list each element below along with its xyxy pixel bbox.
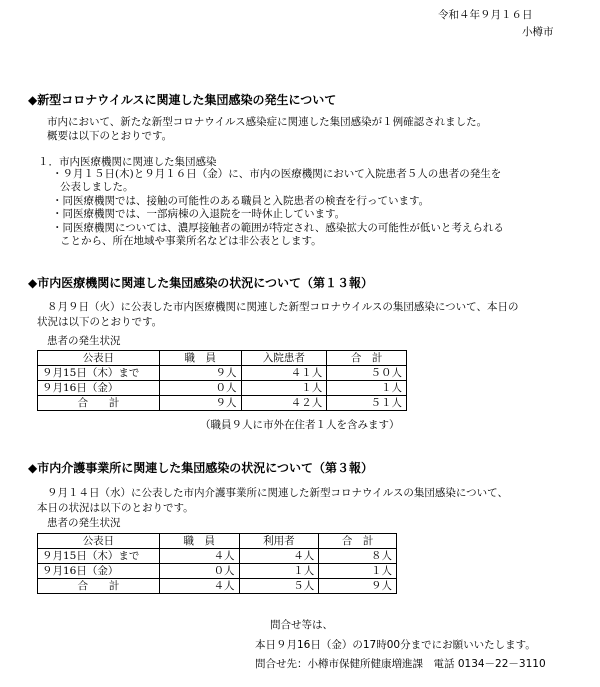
section3-heading: ◆市内介護事業所に関連した集団感染の状況について（第３報） [28,461,373,475]
table-cell: １人 [319,564,397,579]
section2-intro-line2: 状況は以下のとおりです。 [37,316,163,328]
table-header-row [38,534,397,549]
contact-details: 問合せ先：小樽市保健所健康増進課 電話 0134－22－3110 [255,658,546,670]
column-header: 職 員 [159,534,239,549]
section1-intro-line1: 市内において、新たな新型コロナウイルス感染症に関連した集団感染が１例確認されました。 [47,116,488,128]
section2-intro-line1: ８月９日（火）に公表した市内医療機関に関連した新型コロナウイルスの集団感染について、本日の [47,301,519,313]
section1-bullet-1-cont: 公表しました。 [60,181,134,193]
table-row [38,564,397,579]
section1-bullet-1: ・９月１５日(木)と９月１６日（金）に、市内の医療機関において入院患者５人の患者の発生を [52,168,502,180]
section1-bullet-3: ・同医療機関では、一部病棟の入退院を一時休止しています。 [52,208,346,220]
table-cell: ９人 [159,366,241,381]
table-cell: ４人 [159,579,239,594]
table-total-row [38,579,397,594]
section1-intro-line2: 概要は以下のとおりです。 [47,130,173,142]
section1-bullet-2: ・同医療機関では、接触の可能性のある職員と入院患者の検査を行っています。 [52,195,430,207]
table-cell: ５１人 [327,396,407,411]
section3-table [37,533,397,594]
table-cell: 合 計 [38,579,160,594]
section3-intro-line2: 本日の状況は以下のとおりです。 [37,502,194,514]
table-cell: ５０人 [327,366,407,381]
column-header: 合 計 [327,351,407,366]
contact-deadline: 本日９月16日（金）の17時00分までにお願いいたします。 [255,639,536,651]
issue-date: 令和４年９月１６日 [438,9,533,21]
column-header: 入院患者 [241,351,327,366]
column-header: 合 計 [319,534,397,549]
section3-intro-line1: ９月１４日（水）に公表した市内介護事業所に関連した新型コロナウイルスの集団感染について、 [47,487,508,499]
table-cell: １人 [327,381,407,396]
table-cell: ８人 [319,549,397,564]
table-cell: ４人 [159,549,239,564]
table-cell: ５人 [239,579,319,594]
section2-table-note: （職員９人に市外在住者１人を含みます） [200,419,400,431]
table-cell: ９月15日（木）まで [38,366,160,381]
table-cell: ０人 [159,381,241,396]
column-header: 公表日 [38,534,160,549]
table-row [38,549,397,564]
section1-heading: ◆新型コロナウイルスに関連した集団感染の発生について [28,93,337,107]
table-cell: ４人 [239,549,319,564]
table-cell: １人 [241,381,327,396]
column-header: 公表日 [38,351,160,366]
section1-item-title: １．市内医療機関に関連した集団感染 [38,156,217,168]
section1-bullet-4-cont: ことから、所在地域や事業所名などは非公表とします。 [60,235,322,247]
section2-heading: ◆市内医療機関に関連した集団感染の状況について（第１３報） [28,276,373,290]
table-cell: ９月16日（金） [38,564,160,579]
table-total-row [38,396,407,411]
table-cell: ９人 [319,579,397,594]
section3-table-caption: 患者の発生状況 [47,517,121,529]
table-cell: ９月16日（金） [38,381,160,396]
section2-table [37,350,407,411]
section2-table-caption: 患者の発生状況 [47,335,121,347]
table-cell: 合 計 [38,396,160,411]
table-row [38,381,407,396]
contact-intro: 問合せ等は、 [270,619,333,631]
table-cell: ４１人 [241,366,327,381]
column-header: 利用者 [239,534,319,549]
table-cell: ４２人 [241,396,327,411]
table-cell: １人 [239,564,319,579]
table-cell: ９月15日（木）まで [38,549,160,564]
table-cell: ９人 [159,396,241,411]
column-header: 職 員 [159,351,241,366]
issuer-name: 小樽市 [522,26,554,38]
table-header-row [38,351,407,366]
section1-bullet-4: ・同医療機関については、濃厚接触者の範囲が特定され、感染拡大の可能性が低いと考えられる [52,222,504,234]
table-row [38,366,407,381]
table-cell: ０人 [159,564,239,579]
